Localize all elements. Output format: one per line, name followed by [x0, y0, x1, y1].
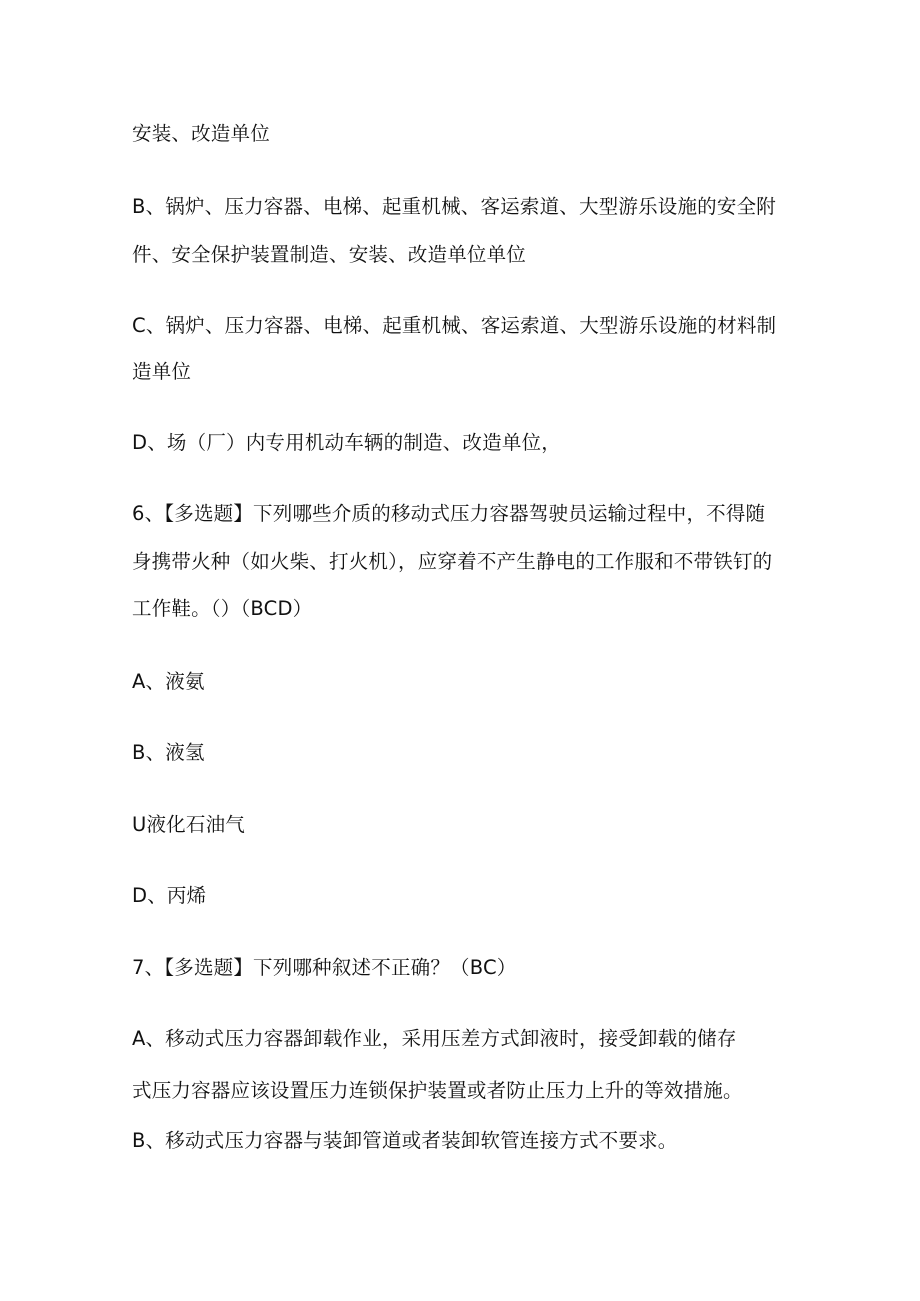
q7-option-a-line-2: 式压力容器应该设置压力连锁保护装置或者防止压力上升的等效措施。: [132, 1079, 743, 1102]
option-b-line-2: 件、安全保护装置制造、安装、改造单位单位: [132, 243, 527, 266]
option-d-line: D、场（厂）内专用机动车辆的制造、改造单位，: [132, 431, 561, 454]
option-b-line-1: B、锅炉、压力容器、电梯、起重机械、客运索道、大型游乐设施的安全附: [132, 195, 776, 218]
option-c-line-2: 造单位: [132, 360, 192, 383]
text-line: 安装、改造单位: [132, 122, 270, 145]
question-6-line-2: 身携带火种（如火柴、打火机），应穿着不产生静电的工作服和不带铁钉的: [132, 550, 773, 573]
q7-option-a-line-1: A、移动式压力容器卸载作业，采用压差方式卸液时，接受卸载的储存: [132, 1027, 737, 1050]
question-7-line: 7、【多选题】下列哪种叙述不正确？（BC）: [132, 956, 517, 979]
q6-option-a: A、液氨: [132, 670, 205, 693]
q6-option-b: B、液氢: [132, 741, 205, 764]
option-c-line-1: C、锅炉、压力容器、电梯、起重机械、客运索道、大型游乐设施的材料制: [132, 314, 777, 337]
q6-option-c: U液化石油气: [132, 813, 245, 836]
question-6-line-1: 6、【多选题】下列哪些介质的移动式压力容器驾驶员运输过程中，不得随: [132, 502, 766, 525]
question-6-line-3: 工作鞋。（）（BCD）: [132, 597, 313, 620]
q6-option-d: D、丙烯: [132, 884, 207, 907]
q7-option-b-line: B、移动式压力容器与装卸管道或者装卸软管连接方式不要求。: [132, 1129, 678, 1152]
